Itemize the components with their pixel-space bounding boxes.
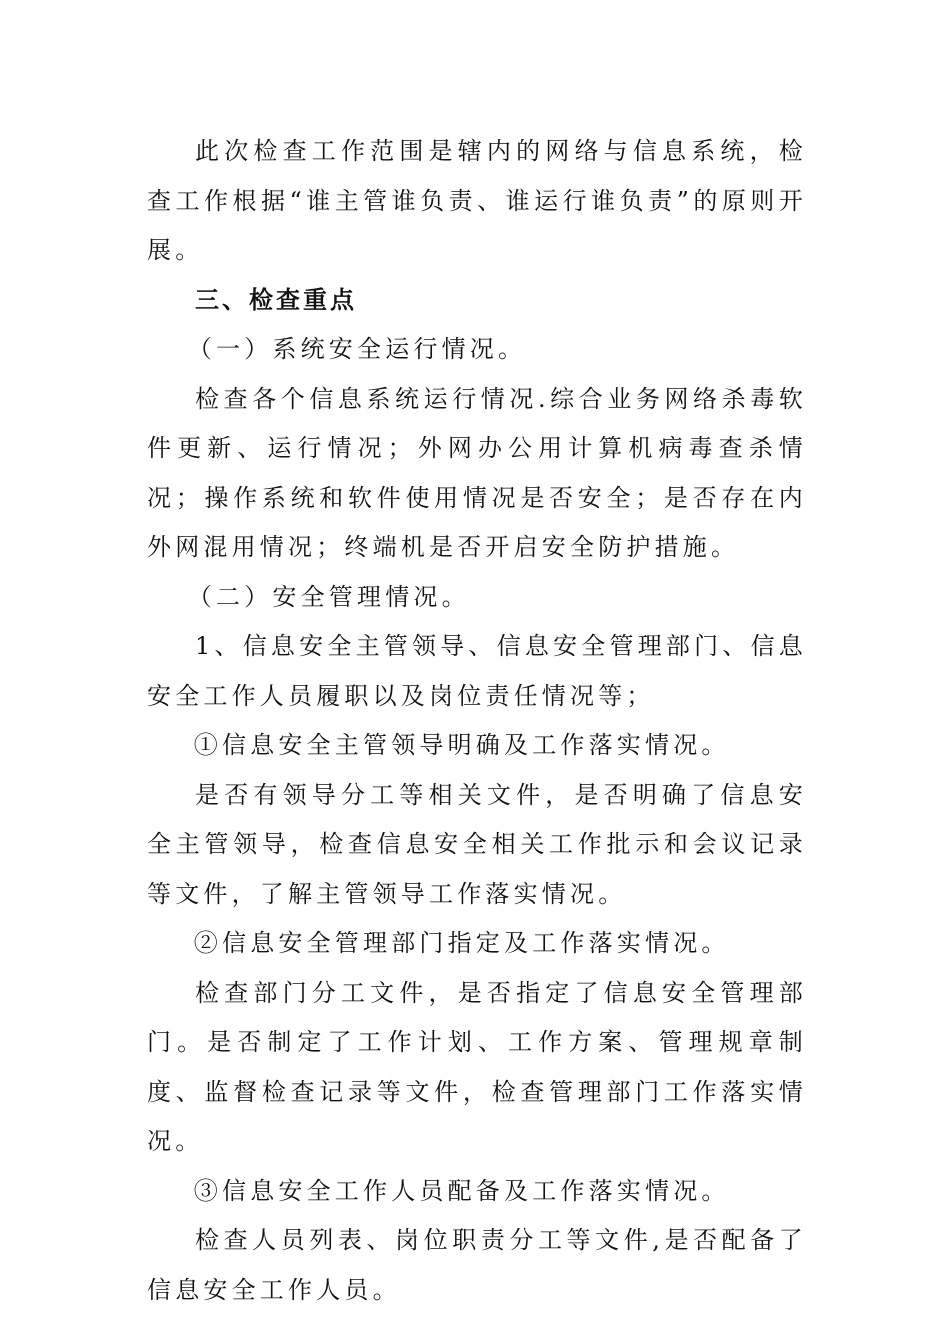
paragraph-staff: 检查人员列表、岗位职责分工等文件,是否配备了信息安全工作人员。 xyxy=(147,1226,807,1304)
document-body xyxy=(147,127,807,1315)
paragraph-department: 检查部门分工文件，是否指定了信息安全管理部门。是否制定了工作计划、工作方案、管理规章制度、监督检查记录等文件，检查管理部门工作落实情况。 xyxy=(147,978,807,1155)
subsection-title-system-security: （一）系统安全运行情况。 xyxy=(187,335,527,363)
item-title-leader: ①信息安全主管领导明确及工作落实情况。 xyxy=(193,731,730,759)
paragraph-system-security: 检查各个信息系统运行情况.综合业务网络杀毒软件更新、运行情况；外网办公用计算机病毒查杀情况；操作系统和软件使用情况是否安全；是否存在内外网混用情况；终端机是否开启安全防护措施。 xyxy=(147,384,807,561)
section-heading-inspection-focus: 三、检查重点 xyxy=(195,285,357,314)
paragraph-leader: 是否有领导分工等相关文件，是否明确了信息安全主管领导，检查信息安全相关工作批示和会议记录等文件，了解主管领导工作落实情况。 xyxy=(147,780,807,908)
subsection-title-security-management: （二）安全管理情况。 xyxy=(187,582,470,611)
paragraph-duty-list: 1、信息安全主管领导、信息安全管理部门、信息安全工作人员履职以及岗位责任情况等； xyxy=(147,632,807,710)
item-title-staff: ③信息安全工作人员配备及工作落实情况。 xyxy=(193,1176,730,1205)
item-title-department: ②信息安全管理部门指定及工作落实情况。 xyxy=(193,929,730,957)
paragraph-scope: 此次检查工作范围是辖内的网络与信息系统，检查工作根据“谁主管谁负责、谁运行谁负责”的原则开展。 xyxy=(147,137,807,264)
